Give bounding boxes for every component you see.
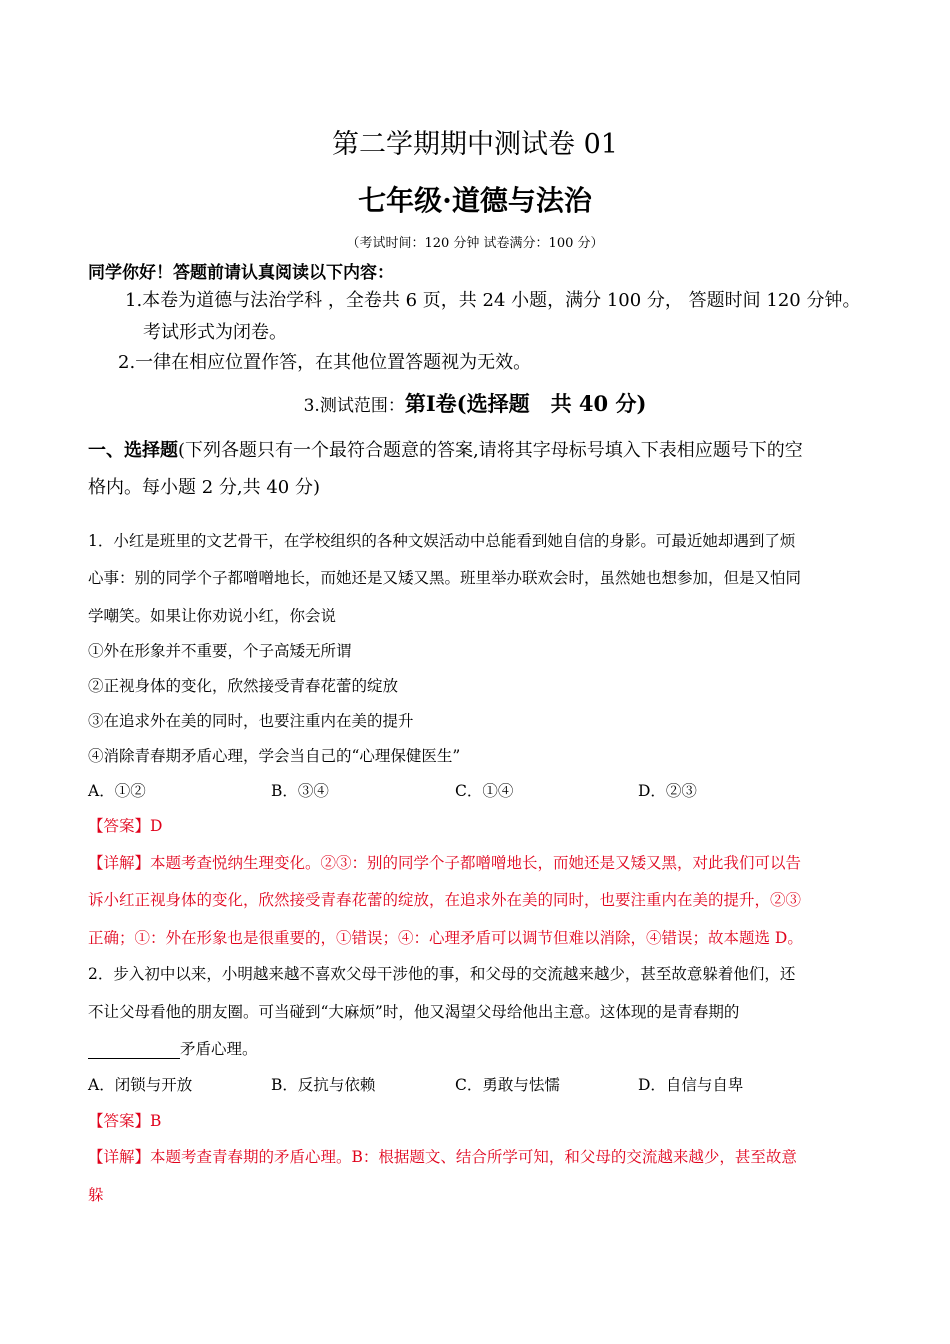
q2-answer: 【答案】B	[88, 1112, 162, 1130]
q1-answer: 【答案】D	[88, 817, 163, 835]
section-heading-label: 一、选择题	[88, 440, 178, 461]
q1-explanation-line-3: 正确；①：外在形象也是很重要的，①错误；④：心理矛盾可以调节但难以消除，④错误；故本题选 D。	[88, 929, 803, 947]
q1-option-a: A．①②	[88, 782, 146, 800]
notice-item-2: 2.一律在相应位置作答，在其他位置答题视为无效。	[118, 352, 532, 373]
q1-stem-line-3: 学嘲笑。如果让你劝说小红，你会说	[88, 607, 337, 625]
notice-item-3-prefix: 3.测试范围：	[303, 396, 405, 416]
q1-stem-line-1: 1．小红是班里的文艺骨干，在学校组织的各种文娱活动中总能看到她自信的身影。可最近她却遇到了烦	[88, 532, 796, 550]
q2-option-c: C．勇敢与怯懦	[455, 1076, 560, 1094]
notice-item-3	[0, 388, 950, 418]
notice-greeting: 同学你好！答题前请认真阅读以下内容：	[88, 263, 394, 283]
q1-statement-3: ③在追求外在美的同时，也要注重内在美的提升	[88, 712, 414, 730]
notice-item-1-cont: 考试形式为闭卷。	[143, 322, 287, 343]
notice-item-3-scope: 第Ⅰ卷(选择题 共 40 分)	[404, 391, 647, 416]
q2-stem-line-3	[88, 1037, 258, 1059]
q2-option-d: D．自信与自卑	[638, 1076, 744, 1094]
q2-stem-line-1: 2．步入初中以来，小明越来越不喜欢父母干涉他的事，和父母的交流越来越少，甚至故意躲着他们，还	[88, 965, 796, 983]
notice-item-1: 1.本卷为道德与法治学科 ，全卷共 6 页，共 24 小题，满分 100 分， 答题时间 120 分钟。	[125, 290, 861, 311]
q1-option-b: B．③④	[271, 782, 329, 800]
q2-stem-line-3-text: 矛盾心理。	[180, 1040, 258, 1058]
q1-statement-4: ④消除青春期矛盾心理，学会当自己的“心理保健医生”	[88, 747, 461, 765]
q1-explanation-line-1: 【详解】本题考查悦纳生理变化。②③：别的同学个子都噌噌地长，而她还是又矮又黑，对此我们可以告	[88, 854, 802, 872]
q2-answer-blank	[88, 1040, 180, 1059]
q2-option-b: B．反抗与依赖	[271, 1076, 376, 1094]
q2-explanation-line-1: 【详解】本题考查青春期的矛盾心理。B：根据题文、结合所学可知，和父母的交流越来越少，甚至故意	[88, 1148, 797, 1166]
exam-meta: （考试时间：120 分钟 试卷满分：100 分）	[346, 236, 604, 251]
section-heading-instructions: (下列各题只有一个最符合题意的答案,请将其字母标号填入下表相应题号下的空	[178, 440, 803, 461]
q1-explanation-line-2: 诉小红正视身体的变化，欣然接受青春花蕾的绽放，在追求外在美的同时，也要注重内在美的提升，②③	[88, 891, 802, 909]
section-heading	[88, 436, 803, 462]
q1-statement-2: ②正视身体的变化，欣然接受青春花蕾的绽放	[88, 677, 399, 695]
q1-option-c: C．①④	[455, 782, 514, 800]
q2-option-a: A．闭锁与开放	[88, 1076, 193, 1094]
q2-explanation-line-2: 躲	[88, 1186, 104, 1204]
page-subtitle: 七年级·道德与法治	[358, 184, 592, 217]
q1-option-d: D．②③	[638, 782, 697, 800]
q1-statement-1: ①外在形象并不重要，个子高矮无所谓	[88, 642, 352, 660]
section-heading-cont: 格内。每小题 2 分,共 40 分)	[88, 477, 320, 498]
page-title: 第二学期期中测试卷 01	[332, 129, 618, 160]
q2-stem-line-2: 不让父母看他的朋友圈。可当碰到“大麻烦”时，他又渴望父母给他出主意。这体现的是青春期的	[88, 1003, 740, 1021]
q1-stem-line-2: 心事：别的同学个子都噌噌地长，而她还是又矮又黑。班里举办联欢会时，虽然她也想参加，但是又怕同	[88, 569, 802, 587]
